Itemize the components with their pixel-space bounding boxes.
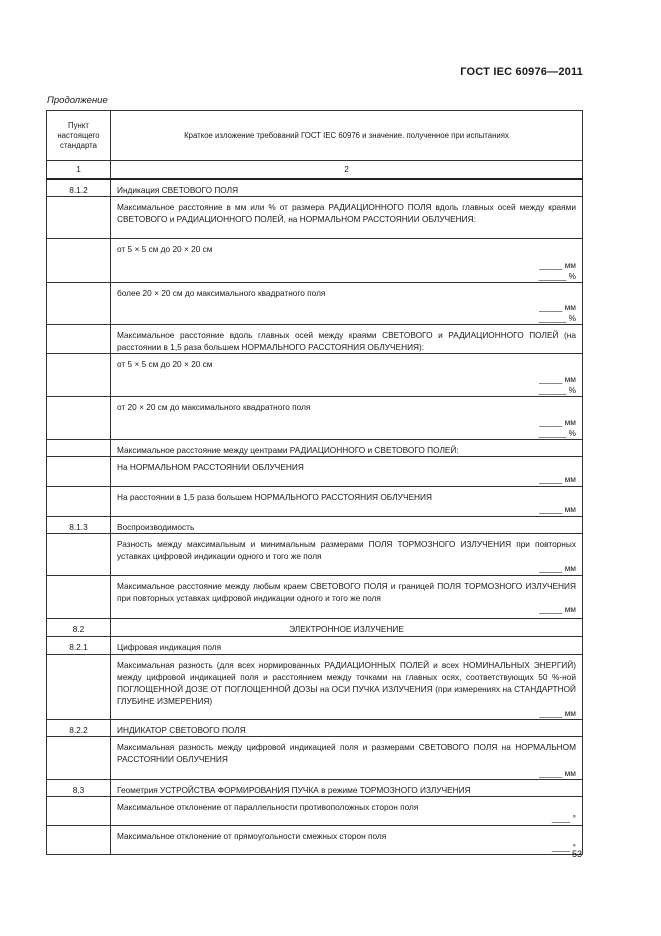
percent-blank: ______ % xyxy=(538,312,576,323)
requirement-text: Максимальное расстояние между центрами РАДИАЦИОННОГО и СВЕТОВОГО ПОЛЕЙ: xyxy=(111,439,583,456)
table-row xyxy=(47,533,583,575)
table-row xyxy=(47,486,583,516)
col1-header: Пункт настоящего стандарта xyxy=(47,111,111,161)
requirement-text: Максимальное расстояние вдоль главных осей между краями СВЕТОВОГО и РАДИАЦИОННОГО ПОЛЕЙ (на расстоянии в 1,5 раза большем НОРМАЛЬНОГО РАССТОЯНИЯ ОБЛУЧЕНИЯ): xyxy=(111,324,583,353)
table-row xyxy=(47,516,583,533)
requirement-text: Индикация СВЕТОВОГО ПОЛЯ xyxy=(111,179,583,197)
percent-blank: ______ % xyxy=(538,384,576,395)
mm-blank: _____ мм xyxy=(539,259,576,270)
requirement-text: Максимальное отклонение от прямоугольности смежных сторон поля xyxy=(117,830,387,841)
requirement-text: На расстоянии в 1,5 раза большем НОРМАЛЬНОГО РАССТОЯНИЯ ОБЛУЧЕНИЯ xyxy=(117,491,432,502)
table-row xyxy=(47,719,583,736)
degree-blank: ____ ° xyxy=(551,841,576,852)
measurement-cell xyxy=(111,825,583,854)
col2-header: Краткое изложение требований ГОСТ IEC 60976 и значение. полученное при испытаниях xyxy=(111,111,583,161)
clause-number: 8.1.3 xyxy=(47,516,111,533)
requirement-text: Воспроизводимость xyxy=(111,516,583,533)
mm-blank: _____ мм xyxy=(539,603,576,614)
degree-blank: ____ ° xyxy=(551,812,576,823)
requirement-text: Геометрия УСТРОЙСТВА ФОРМИРОВАНИЯ ПУЧКА в режиме ТОРМОЗНОГО ИЗЛУЧЕНИЯ xyxy=(111,779,583,796)
percent-blank: ______ % xyxy=(538,427,576,438)
table-row xyxy=(47,196,583,238)
col1-number: 1 xyxy=(47,161,111,179)
measurement-cell xyxy=(111,238,583,282)
requirement-text: Максимальное отклонение от параллельности противоположных сторон поля xyxy=(117,801,419,812)
requirement-text: от 5 × 5 см до 20 × 20 см xyxy=(117,243,213,254)
table-row xyxy=(47,779,583,796)
table-row xyxy=(47,439,583,456)
requirement-text: Максимальное расстояние в мм или % от размера РАДИАЦИОННОГО ПОЛЯ вдоль главных осей между краями СВЕТОВОГО и РАДИАЦИОННОГО ПОЛЕЙ, на НОРМАЛЬНОМ РАССТОЯНИИ ОБЛУЧЕНИЯ: xyxy=(111,196,583,238)
table-row xyxy=(47,238,583,282)
table-row xyxy=(47,825,583,854)
requirement-text: На НОРМАЛЬНОМ РАССТОЯНИИ ОБЛУЧЕНИЯ xyxy=(117,461,304,472)
requirement-text: Максимальное расстояние между любым краем СВЕТОВОГО ПОЛЯ и границей ПОЛЯ ТОРМОЗНОГО ИЗЛУЧЕНИЯ при повторных уставках цифровой индикации одного и того же поля xyxy=(117,580,576,603)
requirement-text: Максимальная разность (для всех нормированных РАДИАЦИОННЫХ ПОЛЕЙ и всех НОМИНАЛЬНЫХ ЭНЕРГИЙ) между цифровой индикацией поля и расстоянием между точками на главных осях, соответствующих 50 %-ной ПОГЛОЩЕННОЙ ДОЗЕ ОТ ПОГЛОЩЕННОЙ ДОЗЫ на ОСИ ПУЧКА ИЗЛУЧЕНИЯ (при измерениях на СТАНДАРТНОЙ ГЛУБИНЕ ИЗМЕРЕНИЯ) xyxy=(117,659,576,706)
requirements-table xyxy=(46,110,583,855)
table-row xyxy=(47,353,583,396)
clause-number: 8.3 xyxy=(47,779,111,796)
requirement-text: Максимальная разность между цифровой индикацией поля и размерами СВЕТОВОГО ПОЛЯ на НОРМАЛЬНОМ РАССТОЯНИИ ОБЛУЧЕНИЯ xyxy=(117,741,576,764)
requirement-text: от 20 × 20 см до максимального квадратного поля xyxy=(117,401,311,412)
mm-blank: _____ мм xyxy=(539,301,576,312)
requirement-text: Разность между максимальным и минимальным размерами ПОЛЯ ТОРМОЗНОГО ИЗЛУЧЕНИЯ при повторных уставках цифровой индикации одного и того же поля xyxy=(117,538,576,561)
measurement-cell xyxy=(111,456,583,486)
mm-blank: _____ мм xyxy=(539,416,576,427)
page-number: 53 xyxy=(571,849,582,859)
clause-number: 8.1.2 xyxy=(47,179,111,197)
requirement-text: Цифровая индикация поля xyxy=(111,636,583,654)
table-header-row xyxy=(47,111,583,161)
col2-number: 2 xyxy=(111,161,583,179)
measurement-cell xyxy=(111,575,583,618)
percent-blank: ______ % xyxy=(538,270,576,281)
mm-blank: _____ мм xyxy=(539,373,576,384)
table-row xyxy=(47,636,583,654)
measurement-cell xyxy=(111,353,583,396)
clause-number: 8.2 xyxy=(47,618,111,636)
column-number-row xyxy=(47,161,583,179)
clause-number: 8.2.2 xyxy=(47,719,111,736)
table-row xyxy=(47,282,583,324)
continuation-label: Продолжение xyxy=(47,95,108,106)
section-title: ЭЛЕКТРОННОЕ ИЗЛУЧЕНИЕ xyxy=(111,618,583,636)
mm-blank: _____ мм xyxy=(539,503,576,514)
table-row xyxy=(47,456,583,486)
table-row xyxy=(47,396,583,439)
measurement-cell xyxy=(111,396,583,439)
table-row xyxy=(47,654,583,719)
table-row xyxy=(47,179,583,197)
measurement-cell xyxy=(111,796,583,825)
document-standard-header: ГОСТ IEC 60976—2011 xyxy=(460,66,583,78)
measurement-cell xyxy=(111,654,583,719)
requirement-text: ИНДИКАТОР СВЕТОВОГО ПОЛЯ xyxy=(111,719,583,736)
measurement-cell xyxy=(111,486,583,516)
mm-blank: _____ мм xyxy=(539,767,576,778)
measurement-cell xyxy=(111,736,583,779)
mm-blank: _____ мм xyxy=(539,473,576,484)
mm-blank: _____ мм xyxy=(539,707,576,718)
table-row xyxy=(47,618,583,636)
clause-number: 8.2.1 xyxy=(47,636,111,654)
table-row xyxy=(47,736,583,779)
measurement-cell xyxy=(111,533,583,575)
table-row xyxy=(47,324,583,353)
table-row xyxy=(47,575,583,618)
table-row xyxy=(47,796,583,825)
measurement-cell xyxy=(111,282,583,324)
requirement-text: от 5 × 5 см до 20 × 20 см xyxy=(117,358,213,369)
mm-blank: _____ мм xyxy=(539,562,576,573)
requirement-text: более 20 × 20 см до максимального квадратного поля xyxy=(117,287,326,298)
